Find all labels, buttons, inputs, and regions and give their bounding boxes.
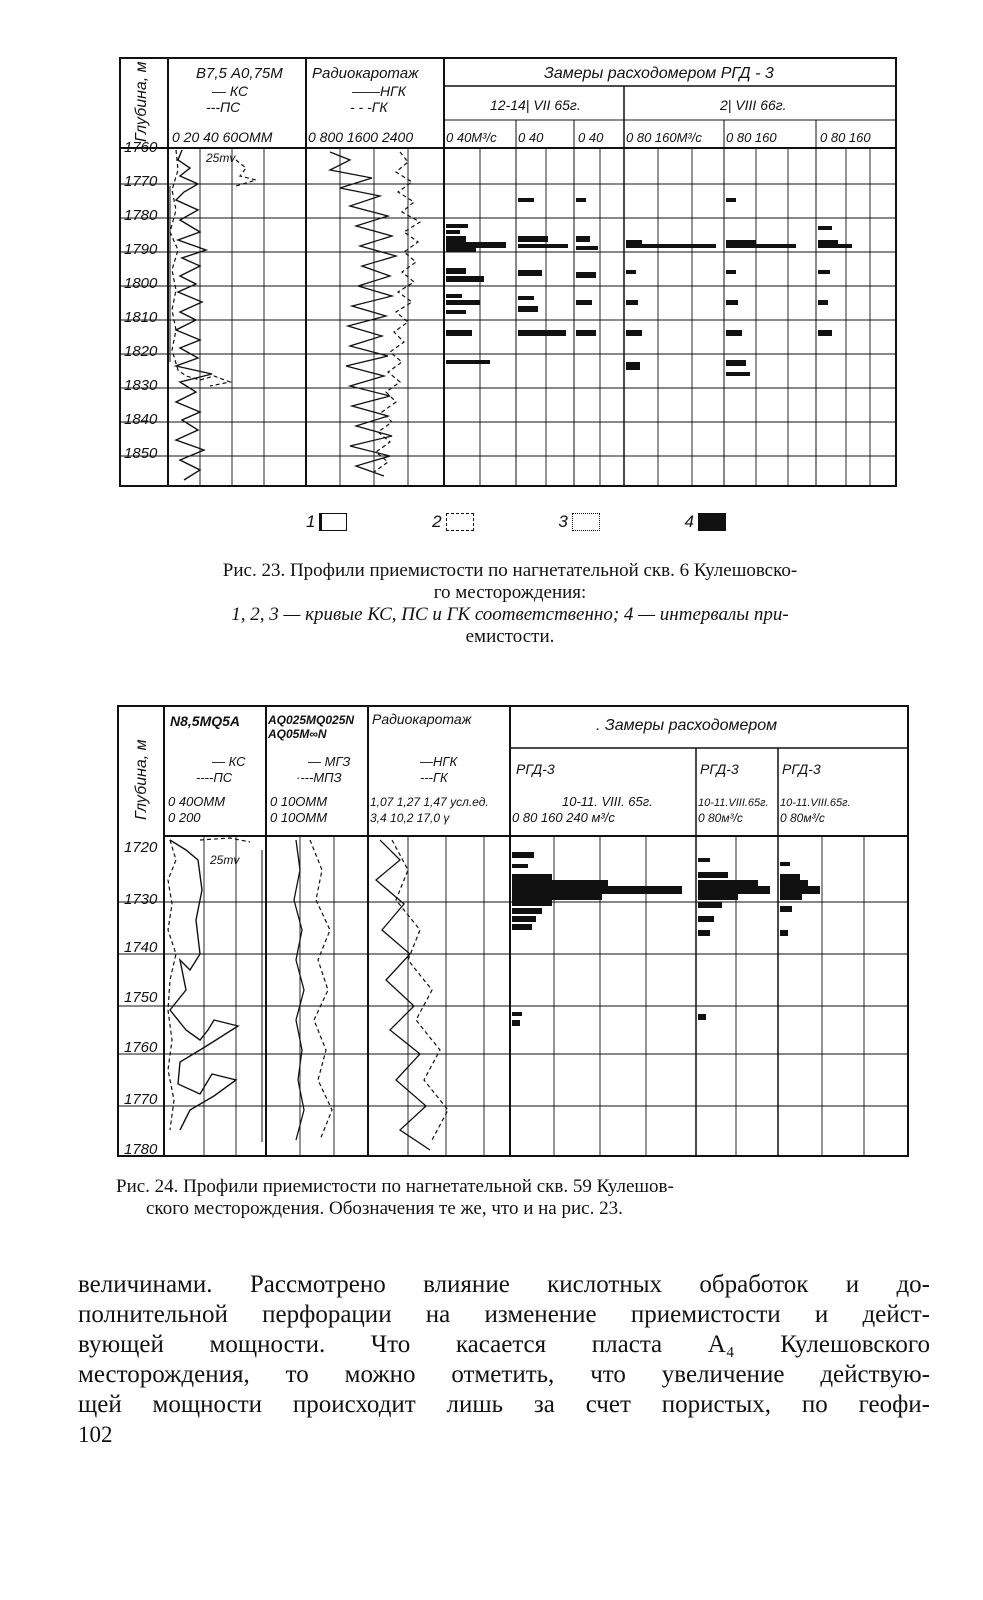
- svg-text:0 40М³/с: 0 40М³/с: [446, 130, 497, 145]
- col2-title-24: AQ025MQ025N: [268, 713, 355, 727]
- caption-23-desc2: емистости.: [465, 626, 555, 647]
- legend-gk-icon: [572, 513, 600, 531]
- col4-scale2-24: 0 80м³/с: [698, 811, 743, 825]
- col1-leg1-24: — КС: [212, 754, 246, 769]
- ps-marker-23: 25mv: [206, 151, 236, 165]
- figure-23: [0, 0, 983, 520]
- ps-marker-24: 25mv: [210, 853, 240, 867]
- col4-date2-24: 10-11.VIII.65г.: [698, 797, 769, 809]
- svg-text:1770: 1770: [124, 1091, 158, 1108]
- svg-text:1800: 1800: [124, 275, 158, 292]
- col1-leg1-23: — КС: [212, 83, 249, 99]
- body-line-1: величинами. Рассмотрено влияние кислотных обработок и до-: [78, 1271, 930, 1298]
- caption-24-line1: Рис. 24. Профили приемистости по нагнетательной скв. 59 Кулешов-: [116, 1176, 674, 1197]
- col3-date1-23: 12-14| VII 65г.: [490, 97, 581, 113]
- col2-scale-23: 0 800 1600 2400: [308, 129, 414, 145]
- col2-leg1-23: ——НГК: [352, 83, 406, 99]
- page-number: 102: [78, 1422, 113, 1447]
- col3-scale2-24: 3,4 10,2 17,0 γ: [370, 811, 450, 825]
- col1-scale2-24: 0 200: [168, 810, 201, 825]
- caption-23-title: Рис. 23. Профили приемистости по нагнетательной скв. 6 Кулешовско-: [222, 560, 798, 581]
- legend-injectivity-icon: [698, 513, 726, 531]
- depth-axis-label-23: Глубина, м: [133, 61, 150, 142]
- col1-scale-23: 0 20 40 60ОММ: [172, 129, 273, 145]
- figure-24: [0, 690, 983, 1170]
- svg-text:1820: 1820: [124, 343, 158, 360]
- svg-text:1840: 1840: [124, 411, 158, 428]
- col1-scale1-24: 0 40ОММ: [168, 794, 226, 809]
- col1-leg2-23: ---ПС: [206, 99, 241, 115]
- col4-title-24: . Замеры расходомером: [596, 717, 778, 734]
- legend-ps-icon: [446, 513, 474, 531]
- depth-ticks-23: [124, 139, 158, 462]
- svg-text:1760: 1760: [124, 1039, 158, 1056]
- col3-title-24: Радиокаротаж: [372, 711, 472, 727]
- legend-23: [306, 512, 726, 532]
- col3-leg2-24: ---ГК: [420, 770, 448, 785]
- svg-text:1830: 1830: [124, 377, 158, 394]
- svg-text:1720: 1720: [124, 839, 158, 856]
- col2-title-23: Радиокаротаж: [312, 65, 419, 82]
- col2-title2-24: AQ05M∞N: [268, 727, 327, 741]
- body-line-5: щей мощности происходит лишь за счет пористых, по геофи-: [78, 1391, 930, 1418]
- col2-leg1-24: — МГЗ: [308, 754, 351, 769]
- col3-date2-23: 2| VIII 66г.: [720, 97, 787, 113]
- col3-scale1-24: 1,07 1,27 1,47 усл.ед.: [370, 795, 489, 809]
- body-text: [78, 1270, 930, 1420]
- col2-scale1-24: 0 10ОММ: [270, 794, 328, 809]
- col4-scale1-24: 0 80 160 240 м³/с: [512, 810, 615, 825]
- legend-item-1: 1: [306, 512, 347, 532]
- svg-text:1770: 1770: [124, 173, 158, 190]
- legend-item-4: 4: [685, 512, 726, 532]
- svg-text:0 80 160: 0 80 160: [820, 130, 871, 145]
- caption-23-title2: го месторождения:: [433, 582, 587, 603]
- svg-text:1750: 1750: [124, 989, 158, 1006]
- col4-sub1-24: РГД-3: [516, 761, 555, 777]
- svg-text:0 80 160М³/с: 0 80 160М³/с: [626, 130, 702, 145]
- col3-title-23: Замеры расходомером РГД - 3: [544, 65, 774, 82]
- legend-item-2: 2: [432, 512, 473, 532]
- svg-text:1730: 1730: [124, 891, 158, 908]
- depth-ticks-24: [124, 839, 158, 1158]
- svg-text:0 40: 0 40: [518, 130, 544, 145]
- col2-scale2-24: 0 10ОММ: [270, 810, 328, 825]
- svg-text:0 40: 0 40: [578, 130, 604, 145]
- svg-text:1780: 1780: [124, 207, 158, 224]
- caption-23-desc: 1, 2, 3 — кривые КС, ПС и ГК соответственно; 4 — интервалы при-: [231, 604, 789, 625]
- legend-ks-icon: [319, 513, 347, 531]
- depth-axis-label-24: Глубина, м: [133, 739, 150, 820]
- col2-leg2-23: - - -ГК: [350, 99, 388, 115]
- col4-date3-24: 10-11.VIII.65г.: [780, 797, 851, 809]
- svg-text:1760: 1760: [124, 139, 158, 156]
- legend-item-3: 3: [558, 512, 599, 532]
- col1-title-23: В7,5 А0,75М: [196, 65, 283, 82]
- col4-scale3-24: 0 80м³/с: [780, 811, 825, 825]
- svg-text:1810: 1810: [124, 309, 158, 326]
- svg-text:1850: 1850: [124, 445, 158, 462]
- svg-text:0 80 160: 0 80 160: [726, 130, 777, 145]
- col1-leg2-24: ----ПС: [196, 770, 233, 785]
- body-line-3: вующей мощности. Что касается пласта А₄ Кулешовского: [78, 1331, 930, 1358]
- caption-24: [100, 1176, 920, 1220]
- col2-leg2-24: ·---МПЗ: [296, 770, 342, 785]
- svg-text:1790: 1790: [124, 241, 158, 258]
- caption-23: [100, 560, 920, 648]
- col4-sub3-24: РГД-3: [782, 761, 821, 777]
- col4-sub2-24: РГД-3: [700, 761, 739, 777]
- body-line-4: месторождения, то можно отметить, что увеличение действую-: [78, 1361, 930, 1388]
- body-line-2: полнительной перфорации на изменение приемистости и дейст-: [78, 1301, 930, 1328]
- col3-leg1-24: —НГК: [420, 754, 458, 769]
- svg-text:1740: 1740: [124, 939, 158, 956]
- col4-date1-24: 10-11. VIII. 65г.: [562, 794, 653, 809]
- svg-text:1780: 1780: [124, 1141, 158, 1158]
- caption-24-line2: ского месторождения. Обозначения те же, что и на рис. 23.: [146, 1198, 623, 1219]
- col1-title-24: N8,5MQ5A: [170, 713, 241, 729]
